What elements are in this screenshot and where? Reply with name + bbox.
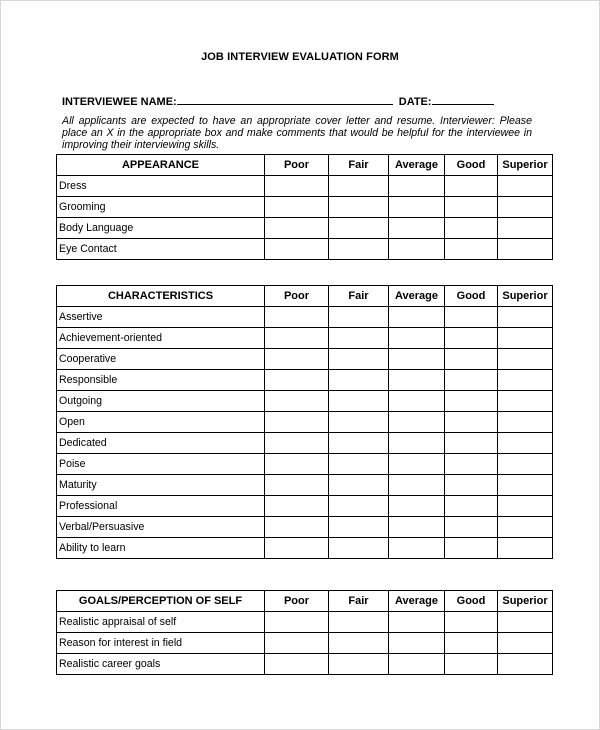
table-row: [57, 517, 553, 538]
rating-cell-fair[interactable]: [329, 433, 389, 454]
rating-header-fair: Fair: [329, 591, 389, 612]
rating-cell-poor[interactable]: [265, 496, 329, 517]
rating-cell-poor[interactable]: [265, 391, 329, 412]
criterion-label: Realistic career goals: [57, 654, 265, 675]
rating-cell-average[interactable]: [389, 496, 445, 517]
table-row: [57, 654, 553, 675]
rating-cell-good[interactable]: [445, 328, 498, 349]
rating-cell-poor[interactable]: [265, 370, 329, 391]
rating-header-good: Good: [445, 286, 498, 307]
criterion-label: Assertive: [57, 307, 265, 328]
rating-header-superior: Superior: [498, 155, 553, 176]
rating-cell-fair[interactable]: [329, 328, 389, 349]
rating-cell-average[interactable]: [389, 433, 445, 454]
interviewee-name-field[interactable]: [177, 94, 393, 105]
rating-cell-superior[interactable]: [498, 475, 553, 496]
rating-cell-fair[interactable]: [329, 496, 389, 517]
rating-cell-superior[interactable]: [498, 433, 553, 454]
rating-cell-average[interactable]: [389, 612, 445, 633]
rating-header-average: Average: [389, 155, 445, 176]
rating-cell-average[interactable]: [389, 218, 445, 239]
rating-cell-poor[interactable]: [265, 517, 329, 538]
rating-header-superior: Superior: [498, 286, 553, 307]
rating-header-good: Good: [445, 155, 498, 176]
table-row: [57, 239, 553, 260]
rating-cell-good[interactable]: [445, 176, 498, 197]
criterion-label: Reason for interest in field: [57, 633, 265, 654]
appearance-table: [56, 154, 553, 260]
criterion-label: Maturity: [57, 475, 265, 496]
criterion-label: Outgoing: [57, 391, 265, 412]
table-row: [57, 307, 553, 328]
rating-header-poor: Poor: [265, 286, 329, 307]
rating-cell-fair[interactable]: [329, 475, 389, 496]
table-row: [57, 454, 553, 475]
rating-cell-fair[interactable]: [329, 218, 389, 239]
rating-cell-poor[interactable]: [265, 349, 329, 370]
rating-cell-fair[interactable]: [329, 370, 389, 391]
rating-cell-average[interactable]: [389, 412, 445, 433]
rating-header-average: Average: [389, 286, 445, 307]
table-row: [57, 197, 553, 218]
rating-cell-fair[interactable]: [329, 412, 389, 433]
rating-cell-superior[interactable]: [498, 307, 553, 328]
rating-header-poor: Poor: [265, 155, 329, 176]
rating-cell-superior[interactable]: [498, 612, 553, 633]
rating-cell-average[interactable]: [389, 517, 445, 538]
rating-cell-good[interactable]: [445, 433, 498, 454]
interviewee-date-line: [62, 94, 494, 108]
rating-cell-average[interactable]: [389, 307, 445, 328]
rating-cell-average[interactable]: [389, 176, 445, 197]
characteristics-table: [56, 285, 553, 559]
rating-cell-good[interactable]: [445, 307, 498, 328]
criterion-label: Poise: [57, 454, 265, 475]
date-label: DATE:: [398, 96, 432, 108]
rating-cell-fair[interactable]: [329, 654, 389, 675]
criterion-label: Realistic appraisal of self: [57, 612, 265, 633]
rating-cell-average[interactable]: [389, 475, 445, 496]
rating-cell-fair[interactable]: [329, 633, 389, 654]
rating-cell-superior[interactable]: [498, 391, 553, 412]
table-row: [57, 176, 553, 197]
rating-cell-good[interactable]: [445, 517, 498, 538]
rating-cell-good[interactable]: [445, 654, 498, 675]
rating-cell-average[interactable]: [389, 454, 445, 475]
date-field[interactable]: [432, 94, 494, 105]
rating-cell-poor[interactable]: [265, 239, 329, 260]
rating-cell-superior[interactable]: [498, 633, 553, 654]
table-row: [57, 633, 553, 654]
rating-cell-fair[interactable]: [329, 517, 389, 538]
rating-cell-good[interactable]: [445, 612, 498, 633]
rating-cell-superior[interactable]: [498, 517, 553, 538]
rating-cell-superior[interactable]: [498, 239, 553, 260]
rating-cell-fair[interactable]: [329, 197, 389, 218]
rating-cell-average[interactable]: [389, 349, 445, 370]
rating-cell-poor[interactable]: [265, 538, 329, 559]
table-row: [57, 612, 553, 633]
rating-cell-superior[interactable]: [498, 538, 553, 559]
rating-cell-good[interactable]: [445, 370, 498, 391]
table-row: [57, 349, 553, 370]
section-heading: APPEARANCE: [57, 155, 265, 176]
rating-cell-average[interactable]: [389, 654, 445, 675]
criterion-label: Ability to learn: [57, 538, 265, 559]
criterion-label: Dedicated: [57, 433, 265, 454]
rating-cell-superior[interactable]: [498, 176, 553, 197]
rating-cell-poor[interactable]: [265, 612, 329, 633]
rating-header-superior: Superior: [498, 591, 553, 612]
table-row: [57, 328, 553, 349]
rating-cell-superior[interactable]: [498, 349, 553, 370]
criterion-label: Eye Contact: [57, 239, 265, 260]
rating-header-fair: Fair: [329, 286, 389, 307]
rating-header-poor: Poor: [265, 591, 329, 612]
rating-cell-good[interactable]: [445, 218, 498, 239]
rating-cell-average[interactable]: [389, 370, 445, 391]
criterion-label: Professional: [57, 496, 265, 517]
criterion-label: Verbal/Persuasive: [57, 517, 265, 538]
rating-cell-superior[interactable]: [498, 218, 553, 239]
rating-cell-average[interactable]: [389, 197, 445, 218]
rating-header-fair: Fair: [329, 155, 389, 176]
rating-cell-superior[interactable]: [498, 496, 553, 517]
table-row: [57, 391, 553, 412]
rating-cell-fair[interactable]: [329, 349, 389, 370]
rating-cell-poor[interactable]: [265, 176, 329, 197]
goals-table: [56, 590, 553, 675]
table-row: [57, 433, 553, 454]
rating-cell-fair[interactable]: [329, 239, 389, 260]
rating-cell-good[interactable]: [445, 197, 498, 218]
rating-cell-poor[interactable]: [265, 433, 329, 454]
rating-cell-good[interactable]: [445, 633, 498, 654]
rating-cell-poor[interactable]: [265, 307, 329, 328]
table-row: [57, 496, 553, 517]
rating-cell-good[interactable]: [445, 239, 498, 260]
rating-cell-average[interactable]: [389, 239, 445, 260]
interviewee-name-label: INTERVIEWEE NAME:: [62, 96, 177, 108]
rating-cell-superior[interactable]: [498, 654, 553, 675]
criterion-label: Open: [57, 412, 265, 433]
rating-cell-poor[interactable]: [265, 197, 329, 218]
rating-cell-good[interactable]: [445, 391, 498, 412]
criterion-label: Grooming: [57, 197, 265, 218]
section-heading: GOALS/PERCEPTION OF SELF: [57, 591, 265, 612]
section-heading: CHARACTERISTICS: [57, 286, 265, 307]
rating-cell-good[interactable]: [445, 349, 498, 370]
rating-cell-poor[interactable]: [265, 218, 329, 239]
instructions-text: All applicants are expected to have an appropriate cover letter and resume. Interviewer: Please place an X in the appropriate box and make comments that would be helpful for the interviewee in improving their interviewing skills.: [62, 115, 532, 151]
rating-cell-good[interactable]: [445, 496, 498, 517]
rating-cell-fair[interactable]: [329, 391, 389, 412]
criterion-label: Achievement-oriented: [57, 328, 265, 349]
rating-cell-poor[interactable]: [265, 633, 329, 654]
table-row: [57, 412, 553, 433]
rating-cell-fair[interactable]: [329, 176, 389, 197]
rating-cell-poor[interactable]: [265, 454, 329, 475]
rating-cell-average[interactable]: [389, 538, 445, 559]
rating-cell-poor[interactable]: [265, 475, 329, 496]
rating-cell-average[interactable]: [389, 391, 445, 412]
rating-cell-superior[interactable]: [498, 454, 553, 475]
rating-header-average: Average: [389, 591, 445, 612]
rating-cell-superior[interactable]: [498, 370, 553, 391]
rating-cell-poor[interactable]: [265, 654, 329, 675]
criterion-label: Cooperative: [57, 349, 265, 370]
table-row: [57, 370, 553, 391]
rating-cell-fair[interactable]: [329, 454, 389, 475]
table-header-row: [57, 286, 553, 307]
rating-cell-good[interactable]: [445, 475, 498, 496]
rating-cell-good[interactable]: [445, 412, 498, 433]
rating-cell-superior[interactable]: [498, 328, 553, 349]
table-row: [57, 475, 553, 496]
rating-header-good: Good: [445, 591, 498, 612]
rating-cell-good[interactable]: [445, 454, 498, 475]
rating-cell-good[interactable]: [445, 538, 498, 559]
criterion-label: Body Language: [57, 218, 265, 239]
rating-cell-average[interactable]: [389, 633, 445, 654]
rating-cell-superior[interactable]: [498, 412, 553, 433]
table-header-row: [57, 591, 553, 612]
table-row: [57, 218, 553, 239]
rating-cell-poor[interactable]: [265, 412, 329, 433]
rating-cell-fair[interactable]: [329, 307, 389, 328]
rating-cell-superior[interactable]: [498, 197, 553, 218]
criterion-label: Responsible: [57, 370, 265, 391]
rating-cell-fair[interactable]: [329, 612, 389, 633]
table-row: [57, 538, 553, 559]
rating-cell-poor[interactable]: [265, 328, 329, 349]
rating-cell-average[interactable]: [389, 328, 445, 349]
form-title: JOB INTERVIEW EVALUATION FORM: [201, 51, 399, 63]
table-header-row: [57, 155, 553, 176]
rating-cell-fair[interactable]: [329, 538, 389, 559]
criterion-label: Dress: [57, 176, 265, 197]
